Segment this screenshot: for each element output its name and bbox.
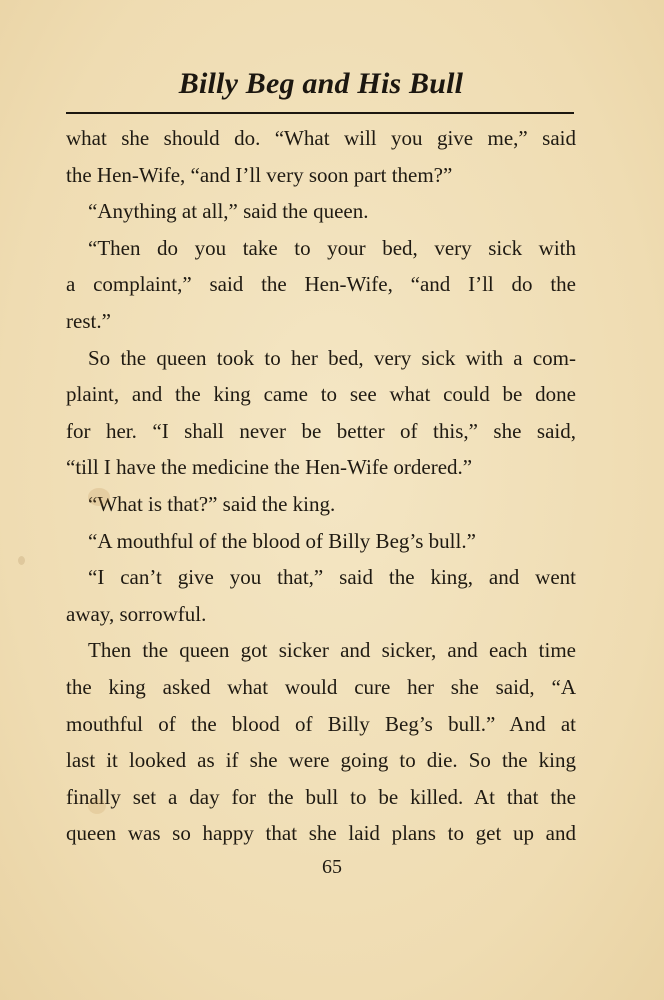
text-line: for her. “I shall never be better of this,” she said,	[66, 418, 576, 443]
text-line: Then the queen got sicker and sicker, and each time	[88, 638, 576, 663]
text-line: “A mouthful of the blood of Billy Beg’s bull.”	[88, 528, 476, 553]
text-line: last it looked as if she were going to die. So the king	[66, 748, 576, 773]
header-rule	[66, 112, 574, 114]
text-line: “Then do you take to your bed, very sick with	[88, 235, 576, 260]
foxing-spot	[88, 488, 110, 506]
text-line: the Hen-Wife, “and I’ll very soon part them?”	[66, 162, 453, 187]
text-line: the king asked what would cure her she said, “A	[66, 674, 576, 699]
text-line: rest.”	[66, 308, 111, 333]
page-number: 65	[322, 856, 342, 878]
text-line: “Anything at all,” said the queen.	[88, 199, 369, 224]
text-line: plaint, and the king came to see what could be done	[66, 382, 576, 407]
foxing-spot	[88, 798, 106, 814]
text-line: “I can’t give you that,” said the king, and went	[88, 565, 576, 590]
body-text	[66, 120, 576, 852]
text-line: what she should do. “What will you give me,” said	[66, 126, 576, 150]
text-line: “What is that?” said the king.	[88, 491, 336, 516]
running-title: Billy Beg and His Bull	[178, 67, 464, 100]
text-line: “till I have the medicine the Hen-Wife ordered.”	[66, 455, 473, 480]
foxing-spot	[18, 556, 25, 565]
text-line: So the queen took to her bed, very sick with a com-	[88, 345, 576, 370]
text-line: mouthful of the blood of Billy Beg’s bull.” And at	[66, 711, 576, 736]
text-line: queen was so happy that she laid plans to get up and	[66, 821, 576, 846]
running-header	[66, 62, 576, 106]
text-line: finally set a day for the bull to be killed. At that the	[66, 784, 576, 809]
text-line: a complaint,” said the Hen-Wife, “and I’ll do the	[66, 272, 576, 297]
text-line: away, sorrowful.	[66, 601, 207, 626]
